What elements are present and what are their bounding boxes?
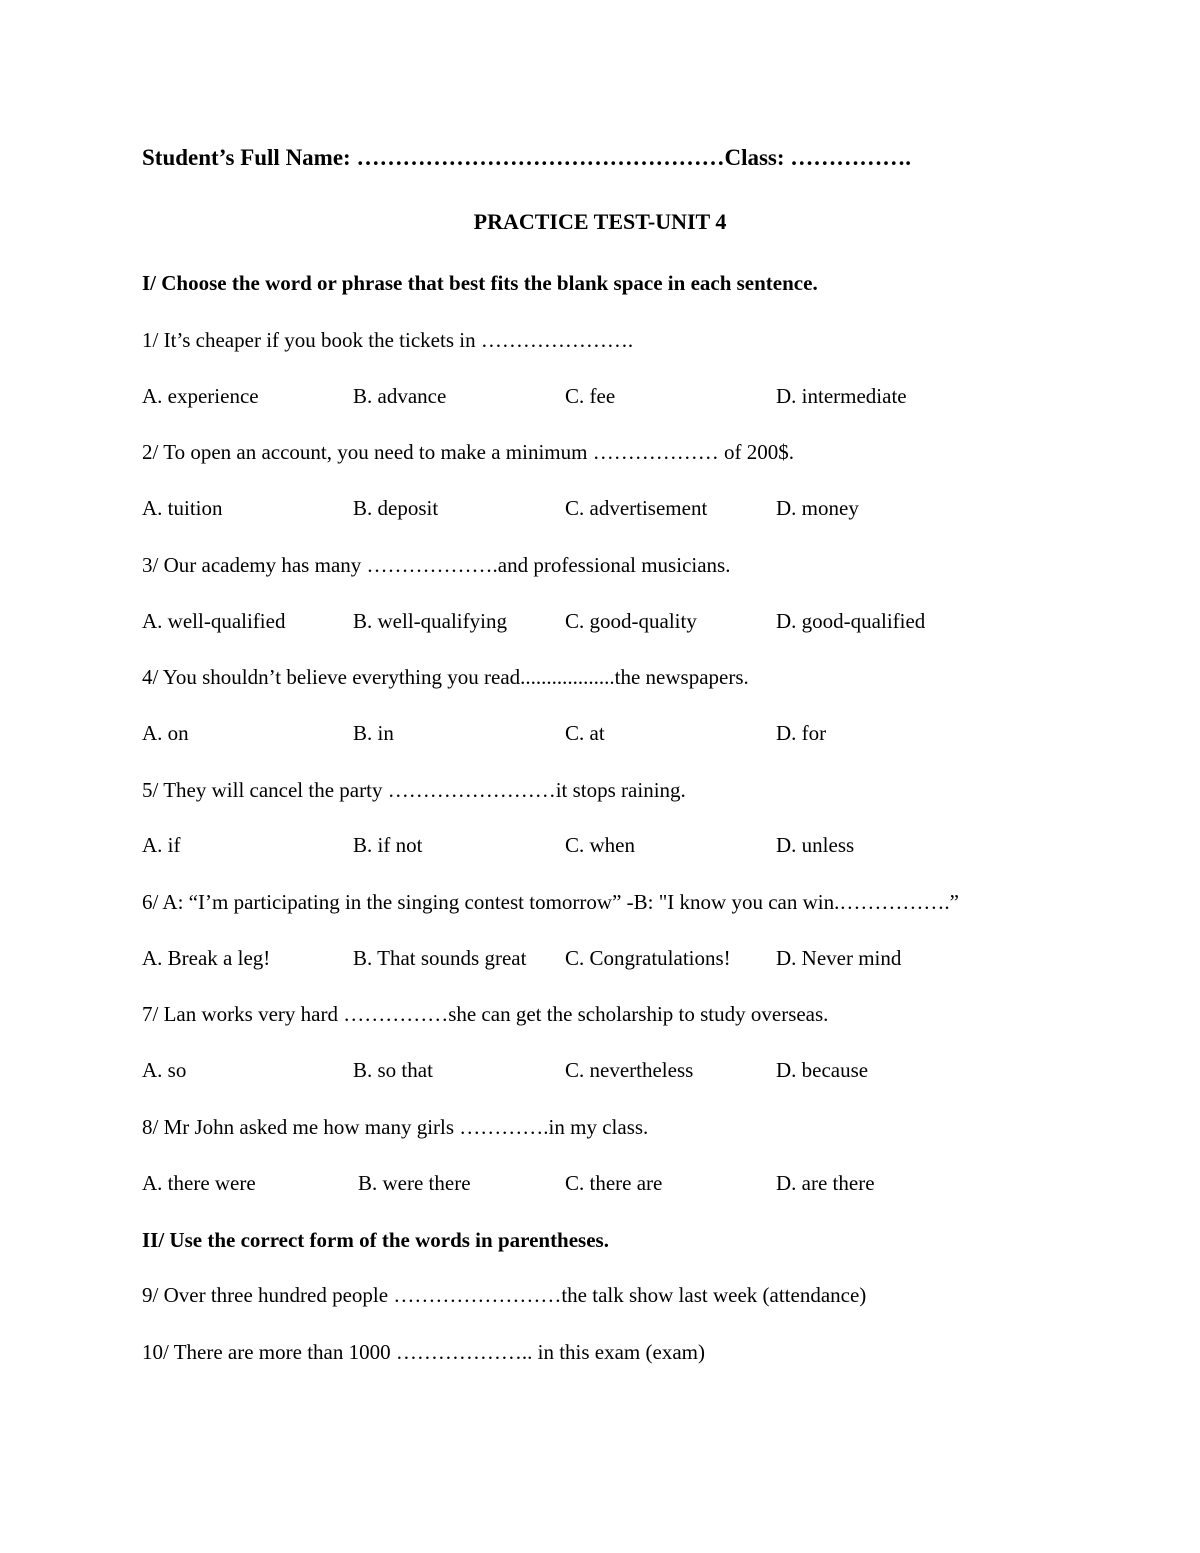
q8-option-c: C. there are bbox=[565, 1171, 663, 1195]
question-5: 5/ They will cancel the party ……………………it stops raining. bbox=[142, 778, 686, 802]
q7-option-d: D. because bbox=[776, 1058, 869, 1082]
student-name-class-line: Student’s Full Name: …………………………………………Class: ……………. bbox=[142, 145, 912, 170]
q3-option-d: D. good-qualified bbox=[776, 609, 926, 633]
q1-option-a: A. experience bbox=[142, 384, 259, 408]
q4-option-a: A. on bbox=[142, 721, 189, 745]
question-3: 3/ Our academy has many ……………….and professional musicians. bbox=[142, 553, 731, 577]
q6-option-d: D. Never mind bbox=[776, 946, 902, 970]
q6-option-c: C. Congratulations! bbox=[565, 946, 731, 970]
q4-option-c: C. at bbox=[565, 721, 605, 745]
q6-option-a: A. Break a leg! bbox=[142, 946, 271, 970]
q7-option-b: B. so that bbox=[353, 1058, 433, 1082]
q5-option-b: B. if not bbox=[353, 833, 423, 857]
section-1-heading: I/ Choose the word or phrase that best fits the blank space in each sentence. bbox=[142, 271, 818, 295]
q1-option-d: D. intermediate bbox=[776, 384, 907, 408]
q4-option-b: B. in bbox=[353, 721, 394, 745]
q3-option-a: A. well-qualified bbox=[142, 609, 286, 633]
question-6: 6/ A: “I’m participating in the singing contest tomorrow” -B: "I know you can win.…………….” bbox=[142, 890, 959, 914]
question-8: 8/ Mr John asked me how many girls ………….in my class. bbox=[142, 1115, 649, 1139]
q5-option-d: D. unless bbox=[776, 833, 855, 857]
q5-option-c: C. when bbox=[565, 833, 635, 857]
section-2-heading: II/ Use the correct form of the words in parentheses. bbox=[142, 1228, 609, 1252]
q2-option-c: C. advertisement bbox=[565, 496, 708, 520]
q7-option-a: A. so bbox=[142, 1058, 187, 1082]
q8-option-d: D. are there bbox=[776, 1171, 875, 1195]
q7-option-c: C. nevertheless bbox=[565, 1058, 694, 1082]
q3-option-c: C. good-quality bbox=[565, 609, 697, 633]
question-1: 1/ It’s cheaper if you book the tickets in …………………. bbox=[142, 328, 634, 352]
q2-option-b: B. deposit bbox=[353, 496, 439, 520]
question-7: 7/ Lan works very hard ……………she can get the scholarship to study overseas. bbox=[142, 1002, 829, 1026]
q3-option-b: B. well-qualifying bbox=[353, 609, 507, 633]
q4-option-d: D. for bbox=[776, 721, 827, 745]
q5-option-a: A. if bbox=[142, 833, 181, 857]
q1-option-c: C. fee bbox=[565, 384, 616, 408]
q8-option-a: A. there were bbox=[142, 1171, 256, 1195]
question-9: 9/ Over three hundred people ……………………the talk show last week (attendance) bbox=[142, 1283, 867, 1307]
q8-option-b: B. were there bbox=[358, 1171, 471, 1195]
q6-option-b: B. That sounds great bbox=[353, 946, 527, 970]
question-10: 10/ There are more than 1000 ……………….. in this exam (exam) bbox=[142, 1340, 705, 1364]
question-2: 2/ To open an account, you need to make a minimum ……………… of 200$. bbox=[142, 440, 794, 464]
q2-option-a: A. tuition bbox=[142, 496, 223, 520]
q1-option-b: B. advance bbox=[353, 384, 447, 408]
q2-option-d: D. money bbox=[776, 496, 859, 520]
question-4: 4/ You shouldn’t believe everything you read..................the newspapers. bbox=[142, 665, 749, 689]
page-title: PRACTICE TEST-UNIT 4 bbox=[473, 209, 727, 234]
